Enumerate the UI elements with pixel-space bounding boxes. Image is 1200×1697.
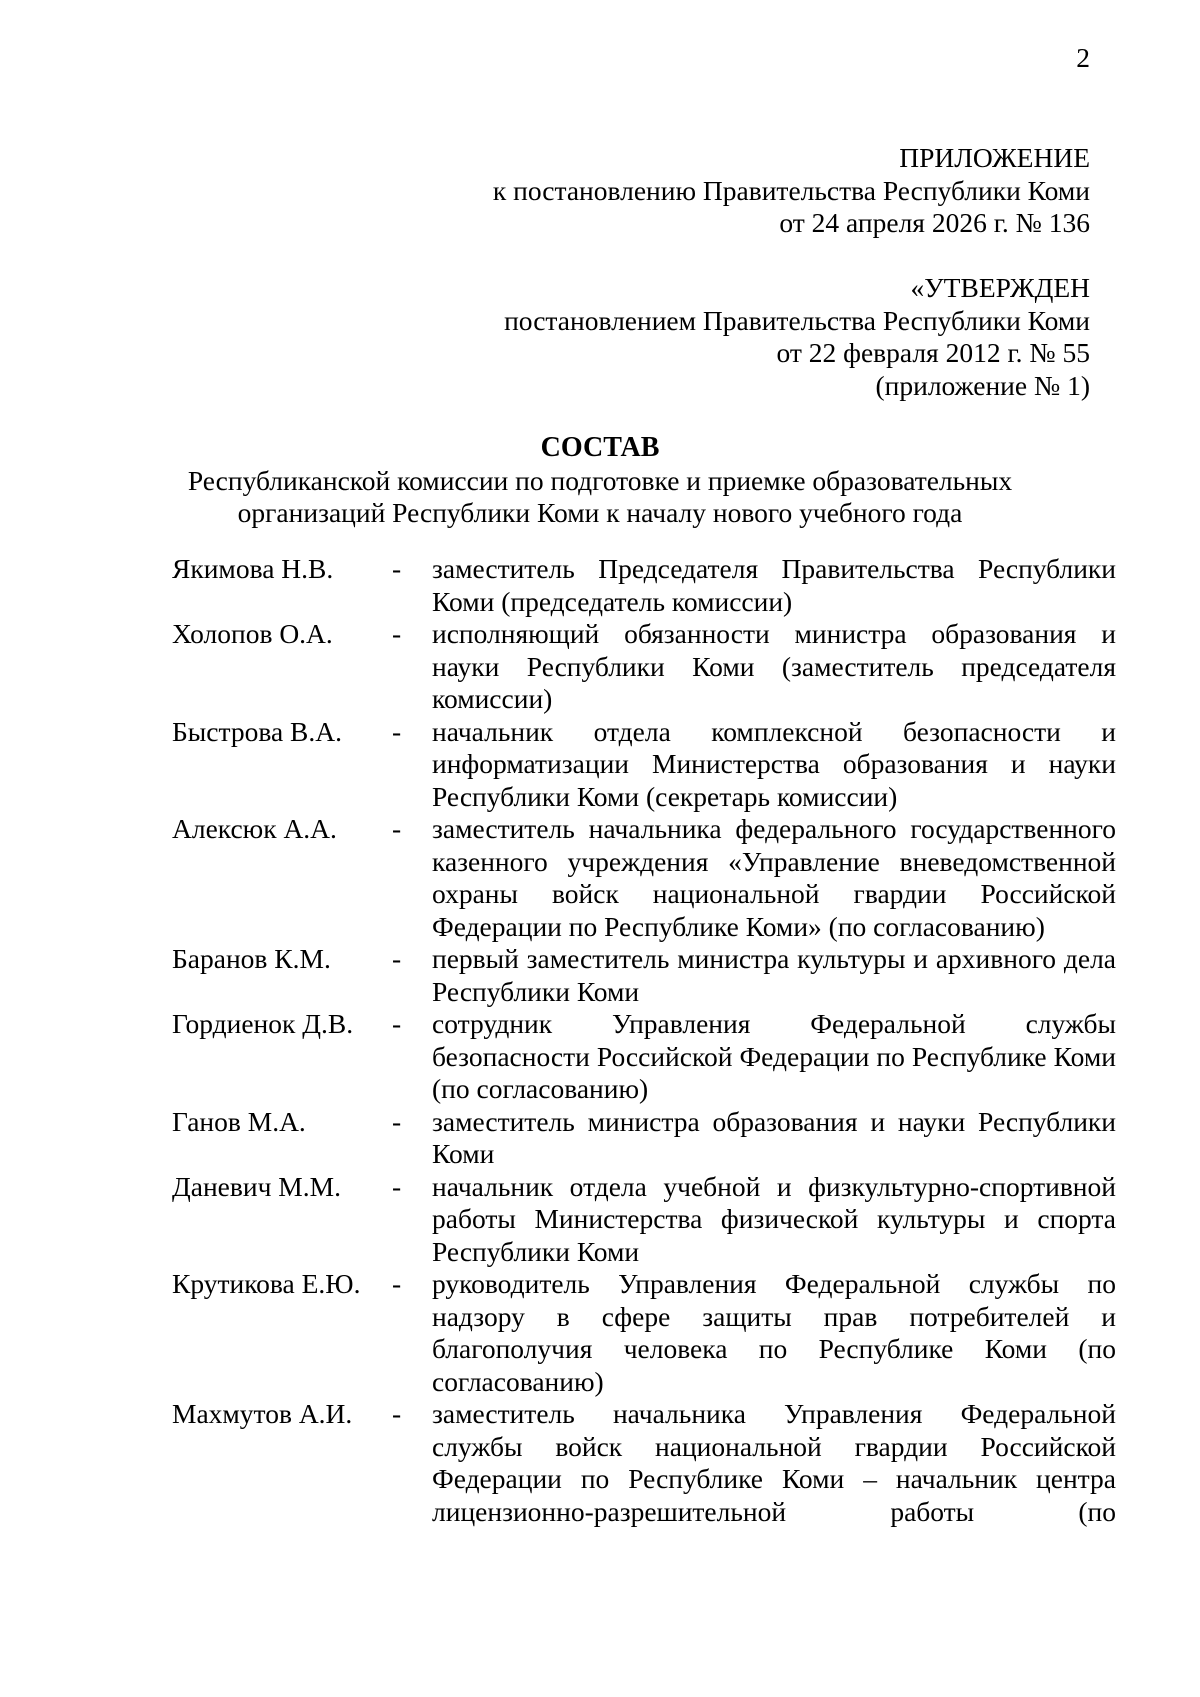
member-dash: - <box>392 1398 402 1429</box>
member-dash: - <box>392 1105 402 1137</box>
member-row <box>172 813 1116 943</box>
member-dash: - <box>392 943 402 974</box>
member-row <box>172 618 1116 716</box>
member-role: начальник отдела комплексной безопасности и информатизации Министерства образования и науки Республики Коми (секретарь комиссии) <box>432 715 1116 812</box>
member-dash: - <box>392 553 402 584</box>
member-row <box>172 553 1116 618</box>
member-role: сотрудник Управления Федеральной службы безопасности Российской Федерации по Республике Коми (по согласованию) <box>432 1008 1116 1104</box>
member-dash: - <box>392 1170 402 1202</box>
member-name: Баранов К.М. <box>172 943 331 974</box>
appendix-title: ПРИЛОЖЕНИЕ <box>899 142 1090 173</box>
approved-title: «УТВЕРЖДЕН <box>910 272 1090 303</box>
member-role: заместитель Председателя Правительства Республики Коми (председатель комиссии) <box>432 553 1116 617</box>
heading-title: СОСТАВ <box>540 432 660 463</box>
approved-block <box>504 272 1090 402</box>
member-name: Гордиенок Д.В. <box>172 1008 354 1039</box>
member-name: Быстрова В.А. <box>172 715 342 747</box>
appendix-block <box>493 142 1090 240</box>
page-number: 2 <box>1076 42 1090 73</box>
member-row <box>172 1171 1116 1269</box>
member-row <box>172 1268 1116 1398</box>
member-role: заместитель министра образования и науки Республики Коми <box>432 1105 1116 1169</box>
member-name: Якимова Н.В. <box>172 553 334 584</box>
member-name: Ганов М.А. <box>172 1105 306 1137</box>
approved-appendix-ref: (приложение № 1) <box>875 369 1090 401</box>
member-role: заместитель начальника федерального государственного казенного учреждения «Управление вневедомственной охраны войск национальной гвардии Российской Федерации по Республике Коми» (по согласованию) <box>432 813 1116 942</box>
document-heading <box>100 432 1100 530</box>
member-dash: - <box>392 1268 402 1299</box>
heading-subtitle-line: Республиканской комиссии по подготовке и приемке образовательных <box>187 464 1013 496</box>
member-name: Даневич М.М. <box>172 1170 341 1202</box>
approved-decree-line: постановлением Правительства Республики Коми <box>504 304 1090 336</box>
member-role: начальник отдела учебной и физкультурно-спортивной работы Министерства физической культуры и спорта Республики Коми <box>432 1170 1116 1267</box>
member-role: заместитель начальника Управления Федеральной службы войск национальной гвардии Российской Федерации по Республике Коми – начальник центра лицензионно-разрешительной работы (по <box>432 1398 1116 1527</box>
member-name: Алексюк А.А. <box>172 813 337 844</box>
appendix-decree-line: к постановлению Правительства Республики Коми <box>492 174 1090 206</box>
member-row <box>172 716 1116 814</box>
member-role: первый заместитель министра культуры и архивного дела Республики Коми <box>432 943 1116 1007</box>
member-dash: - <box>392 813 402 844</box>
member-dash: - <box>392 1008 402 1039</box>
member-dash: - <box>392 715 402 747</box>
approved-date-line: от 22 февраля 2012 г. № 55 <box>776 337 1090 368</box>
member-role: исполняющий обязанности министра образования и науки Республики Коми (заместитель председателя комиссии) <box>432 618 1116 714</box>
member-name: Махмутов А.И. <box>172 1398 353 1429</box>
member-row <box>172 1008 1116 1106</box>
member-name: Крутикова Е.Ю. <box>172 1268 361 1299</box>
members-list <box>172 553 1116 1528</box>
member-row <box>172 1398 1116 1528</box>
member-dash: - <box>392 618 402 649</box>
member-role: руководитель Управления Федеральной службы по надзору в сфере защиты прав потребителей и благополучия человека по Республике Коми (по согласованию) <box>432 1268 1116 1397</box>
member-name: Холопов О.А. <box>172 618 333 649</box>
member-row <box>172 1106 1116 1171</box>
appendix-date-line: от 24 апреля 2026 г. № 136 <box>779 207 1090 238</box>
heading-subtitle-line: организаций Республики Коми к началу нового учебного года <box>237 497 963 528</box>
member-row <box>172 943 1116 1008</box>
